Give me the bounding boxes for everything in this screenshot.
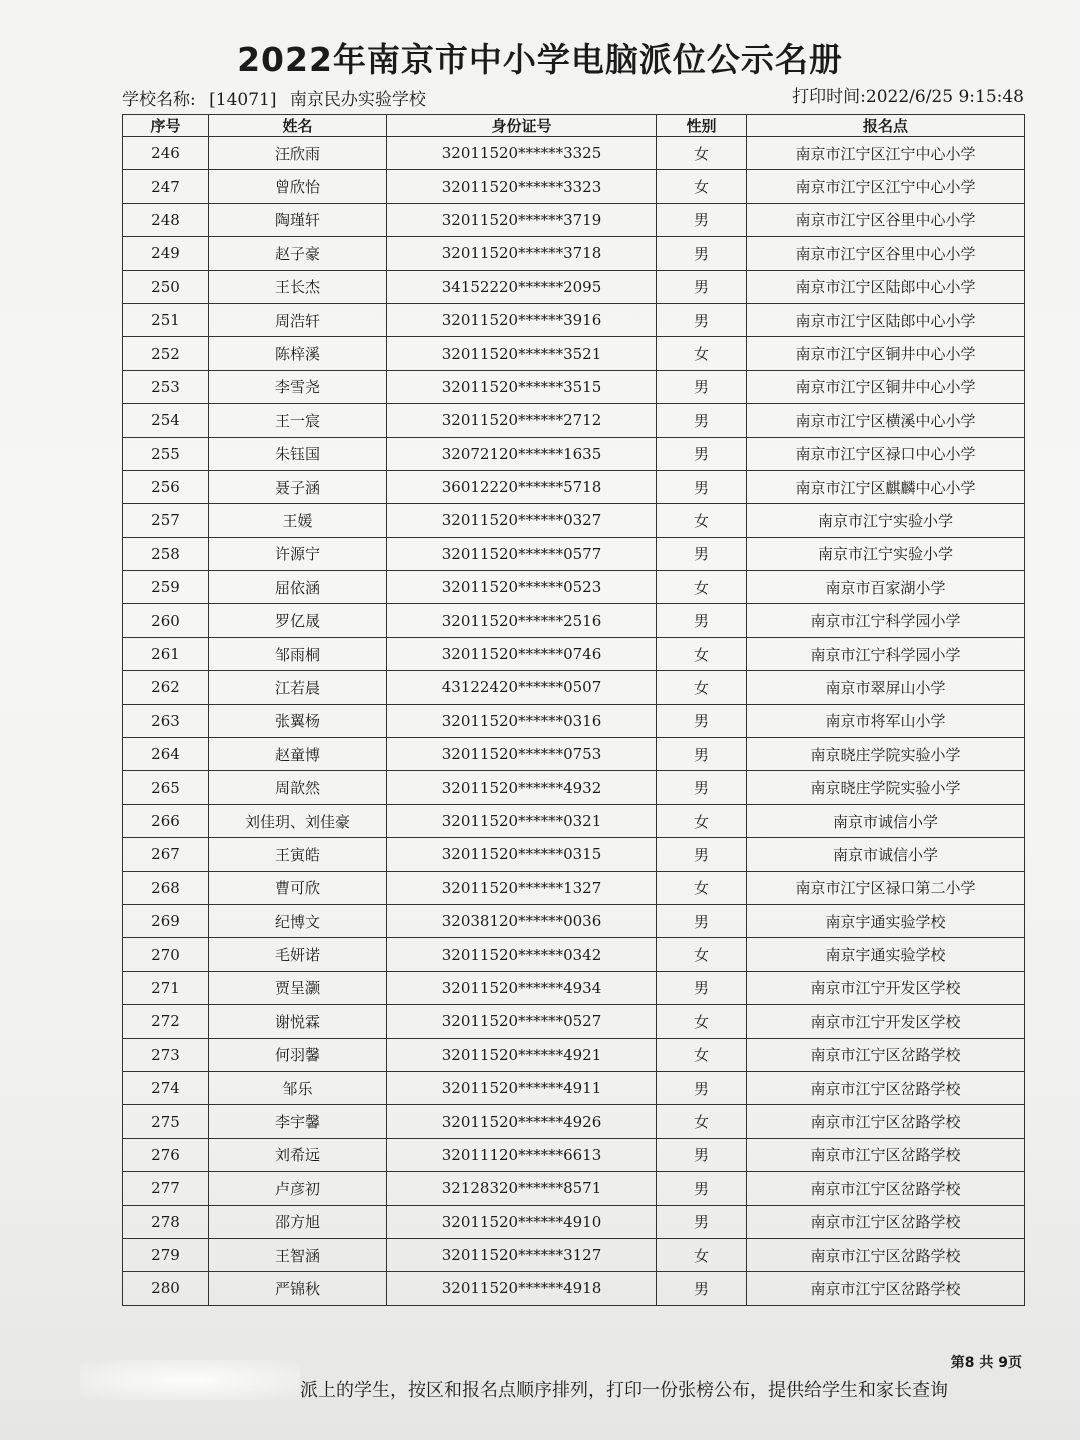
table-row bbox=[123, 237, 1025, 270]
cell-id: 32011520******0523 bbox=[387, 571, 657, 604]
cell-site: 南京市江宁区岔路学校 bbox=[747, 1105, 1025, 1138]
cell-index: 262 bbox=[123, 671, 209, 704]
cell-id: 32011520******3515 bbox=[387, 370, 657, 403]
header-id: 身份证号 bbox=[387, 115, 657, 137]
table-row bbox=[123, 771, 1025, 804]
cell-gender: 男 bbox=[657, 771, 747, 804]
cell-name: 邹雨桐 bbox=[209, 637, 387, 670]
cell-index: 268 bbox=[123, 871, 209, 904]
cell-index: 251 bbox=[123, 303, 209, 336]
cell-gender: 女 bbox=[657, 1105, 747, 1138]
table-row bbox=[123, 971, 1025, 1004]
cell-id: 32011520******3325 bbox=[387, 137, 657, 170]
table-row bbox=[123, 1005, 1025, 1038]
roster-table bbox=[122, 114, 1025, 1306]
cell-site: 南京市江宁开发区学校 bbox=[747, 1005, 1025, 1038]
cell-site: 南京市江宁区横溪中心小学 bbox=[747, 404, 1025, 437]
cell-index: 271 bbox=[123, 971, 209, 1004]
cell-id: 32011520******4921 bbox=[387, 1038, 657, 1071]
cell-gender: 男 bbox=[657, 1205, 747, 1238]
table-body bbox=[123, 137, 1025, 1306]
cell-name: 曹可欣 bbox=[209, 871, 387, 904]
cell-site: 南京市江宁区岔路学校 bbox=[747, 1038, 1025, 1071]
cell-name: 何羽馨 bbox=[209, 1038, 387, 1071]
cell-index: 252 bbox=[123, 337, 209, 370]
cell-name: 赵子豪 bbox=[209, 237, 387, 270]
cell-gender: 女 bbox=[657, 337, 747, 370]
cell-name: 赵童博 bbox=[209, 738, 387, 771]
cell-name: 严锦秋 bbox=[209, 1272, 387, 1305]
school-info bbox=[122, 85, 434, 110]
cell-index: 267 bbox=[123, 838, 209, 871]
cell-gender: 男 bbox=[657, 1138, 747, 1171]
cell-site: 南京市江宁区岔路学校 bbox=[747, 1205, 1025, 1238]
header-index: 序号 bbox=[123, 115, 209, 137]
cell-gender: 男 bbox=[657, 203, 747, 236]
cell-index: 269 bbox=[123, 904, 209, 937]
blurred-area bbox=[80, 1360, 300, 1400]
cell-name: 刘希远 bbox=[209, 1138, 387, 1171]
cell-site: 南京宇通实验学校 bbox=[747, 938, 1025, 971]
table-row bbox=[123, 170, 1025, 203]
cell-index: 280 bbox=[123, 1272, 209, 1305]
cell-site: 南京市江宁区铜井中心小学 bbox=[747, 337, 1025, 370]
cell-name: 谢悦霖 bbox=[209, 1005, 387, 1038]
cell-site: 南京市江宁区陆郎中心小学 bbox=[747, 270, 1025, 303]
cell-index: 246 bbox=[123, 137, 209, 170]
cell-site: 南京市百家湖小学 bbox=[747, 571, 1025, 604]
cell-index: 278 bbox=[123, 1205, 209, 1238]
cell-index: 255 bbox=[123, 437, 209, 470]
cell-site: 南京市江宁区谷里中心小学 bbox=[747, 203, 1025, 236]
cell-name: 贾呈灏 bbox=[209, 971, 387, 1004]
table-row bbox=[123, 437, 1025, 470]
cell-site: 南京晓庄学院实验小学 bbox=[747, 738, 1025, 771]
cell-gender: 男 bbox=[657, 1071, 747, 1104]
cell-site: 南京宇通实验学校 bbox=[747, 904, 1025, 937]
cell-gender: 男 bbox=[657, 370, 747, 403]
school-label: 学校名称: bbox=[122, 90, 196, 110]
cell-name: 聂子涵 bbox=[209, 470, 387, 503]
table-row bbox=[123, 537, 1025, 570]
cell-gender: 女 bbox=[657, 1038, 747, 1071]
cell-id: 32011520******3916 bbox=[387, 303, 657, 336]
cell-index: 264 bbox=[123, 738, 209, 771]
cell-index: 270 bbox=[123, 938, 209, 971]
cell-name: 罗亿晟 bbox=[209, 604, 387, 637]
cell-name: 王媛 bbox=[209, 504, 387, 537]
cell-site: 南京市江宁科学园小学 bbox=[747, 637, 1025, 670]
cell-gender: 男 bbox=[657, 971, 747, 1004]
table-row bbox=[123, 704, 1025, 737]
cell-gender: 男 bbox=[657, 704, 747, 737]
cell-index: 263 bbox=[123, 704, 209, 737]
cell-gender: 男 bbox=[657, 237, 747, 270]
cell-gender: 女 bbox=[657, 571, 747, 604]
cell-id: 32038120******0036 bbox=[387, 904, 657, 937]
print-time: 打印时间:2022/6/25 9:15:48 bbox=[792, 87, 1024, 107]
table-row bbox=[123, 470, 1025, 503]
cell-id: 32011520******3323 bbox=[387, 170, 657, 203]
table-row bbox=[123, 370, 1025, 403]
cell-id: 32011520******2516 bbox=[387, 604, 657, 637]
cell-gender: 男 bbox=[657, 1272, 747, 1305]
cell-id: 36012220******5718 bbox=[387, 470, 657, 503]
cell-id: 32011520******0746 bbox=[387, 637, 657, 670]
cell-site: 南京市江宁区江宁中心小学 bbox=[747, 170, 1025, 203]
cell-id: 32011520******0753 bbox=[387, 738, 657, 771]
cell-gender: 女 bbox=[657, 671, 747, 704]
footnote: 派上的学生，按区和报名点顺序排列，打印一份张榜公布，提供给学生和家长查询 bbox=[300, 1380, 948, 1401]
cell-index: 253 bbox=[123, 370, 209, 403]
cell-name: 陶瑾轩 bbox=[209, 203, 387, 236]
table-row bbox=[123, 504, 1025, 537]
cell-name: 周浩轩 bbox=[209, 303, 387, 336]
table-row bbox=[123, 1071, 1025, 1104]
cell-site: 南京市江宁实验小学 bbox=[747, 537, 1025, 570]
cell-name: 曾欣怡 bbox=[209, 170, 387, 203]
cell-site: 南京市江宁区岔路学校 bbox=[747, 1172, 1025, 1205]
cell-index: 248 bbox=[123, 203, 209, 236]
cell-index: 254 bbox=[123, 404, 209, 437]
table-row bbox=[123, 604, 1025, 637]
table-row bbox=[123, 804, 1025, 837]
cell-name: 陈梓溪 bbox=[209, 337, 387, 370]
cell-gender: 女 bbox=[657, 804, 747, 837]
cell-site: 南京市江宁区禄口中心小学 bbox=[747, 437, 1025, 470]
cell-id: 32128320******8571 bbox=[387, 1172, 657, 1205]
cell-name: 卢彦初 bbox=[209, 1172, 387, 1205]
table-row bbox=[123, 1238, 1025, 1271]
cell-index: 261 bbox=[123, 637, 209, 670]
cell-gender: 女 bbox=[657, 137, 747, 170]
cell-name: 王一宸 bbox=[209, 404, 387, 437]
cell-name: 江若晨 bbox=[209, 671, 387, 704]
cell-index: 257 bbox=[123, 504, 209, 537]
cell-id: 34152220******2095 bbox=[387, 270, 657, 303]
cell-gender: 男 bbox=[657, 470, 747, 503]
school-name: 南京民办实验学校 bbox=[289, 90, 426, 110]
table-row bbox=[123, 1272, 1025, 1305]
header-site: 报名点 bbox=[747, 115, 1025, 137]
cell-gender: 男 bbox=[657, 404, 747, 437]
cell-id: 32011520******3521 bbox=[387, 337, 657, 370]
cell-gender: 女 bbox=[657, 1005, 747, 1038]
cell-site: 南京市江宁区岔路学校 bbox=[747, 1238, 1025, 1271]
cell-index: 266 bbox=[123, 804, 209, 837]
cell-name: 周歆然 bbox=[209, 771, 387, 804]
table-row bbox=[123, 1205, 1025, 1238]
cell-name: 纪博文 bbox=[209, 904, 387, 937]
cell-name: 刘佳玥、刘佳豪 bbox=[209, 804, 387, 837]
cell-index: 277 bbox=[123, 1172, 209, 1205]
cell-gender: 男 bbox=[657, 838, 747, 871]
table-row bbox=[123, 871, 1025, 904]
cell-id: 32011520******0577 bbox=[387, 537, 657, 570]
cell-name: 张翼杨 bbox=[209, 704, 387, 737]
cell-id: 43122420******0507 bbox=[387, 671, 657, 704]
cell-name: 王寅皓 bbox=[209, 838, 387, 871]
cell-index: 274 bbox=[123, 1071, 209, 1104]
cell-gender: 男 bbox=[657, 904, 747, 937]
cell-site: 南京市江宁区谷里中心小学 bbox=[747, 237, 1025, 270]
cell-index: 276 bbox=[123, 1138, 209, 1171]
cell-id: 32011520******4910 bbox=[387, 1205, 657, 1238]
table-row bbox=[123, 904, 1025, 937]
table-row bbox=[123, 1038, 1025, 1071]
cell-id: 32011520******3719 bbox=[387, 203, 657, 236]
table-row bbox=[123, 1172, 1025, 1205]
cell-id: 32011520******4932 bbox=[387, 771, 657, 804]
cell-name: 邵方旭 bbox=[209, 1205, 387, 1238]
cell-id: 32011520******0342 bbox=[387, 938, 657, 971]
cell-id: 32011520******4911 bbox=[387, 1071, 657, 1104]
header-gender: 性别 bbox=[657, 115, 747, 137]
cell-index: 259 bbox=[123, 571, 209, 604]
cell-index: 260 bbox=[123, 604, 209, 637]
table-header-row bbox=[123, 115, 1025, 137]
cell-name: 朱钰国 bbox=[209, 437, 387, 470]
cell-name: 王长杰 bbox=[209, 270, 387, 303]
cell-name: 王智涵 bbox=[209, 1238, 387, 1271]
page-indicator: 第8 共 9页 bbox=[950, 1355, 1022, 1371]
cell-site: 南京市江宁区岔路学校 bbox=[747, 1272, 1025, 1305]
cell-site: 南京市诚信小学 bbox=[747, 838, 1025, 871]
document-title: 2022年南京市中小学电脑派位公示名册 bbox=[237, 40, 843, 79]
cell-id: 32011520******3718 bbox=[387, 237, 657, 270]
cell-site: 南京市江宁区禄口第二小学 bbox=[747, 871, 1025, 904]
table-row bbox=[123, 1105, 1025, 1138]
cell-site: 南京市江宁区岔路学校 bbox=[747, 1071, 1025, 1104]
cell-id: 32011520******4934 bbox=[387, 971, 657, 1004]
cell-id: 32011520******3127 bbox=[387, 1238, 657, 1271]
cell-site: 南京市江宁区陆郎中心小学 bbox=[747, 303, 1025, 336]
cell-gender: 男 bbox=[657, 270, 747, 303]
cell-site: 南京市江宁区江宁中心小学 bbox=[747, 137, 1025, 170]
table-row bbox=[123, 404, 1025, 437]
cell-id: 32072120******1635 bbox=[387, 437, 657, 470]
cell-gender: 男 bbox=[657, 738, 747, 771]
cell-id: 32011520******0327 bbox=[387, 504, 657, 537]
cell-site: 南京市翠屏山小学 bbox=[747, 671, 1025, 704]
table-row bbox=[123, 571, 1025, 604]
cell-site: 南京市江宁开发区学校 bbox=[747, 971, 1025, 1004]
cell-gender: 女 bbox=[657, 1238, 747, 1271]
cell-gender: 男 bbox=[657, 303, 747, 336]
cell-name: 李雪尧 bbox=[209, 370, 387, 403]
cell-site: 南京市江宁区铜井中心小学 bbox=[747, 370, 1025, 403]
cell-index: 265 bbox=[123, 771, 209, 804]
cell-gender: 女 bbox=[657, 938, 747, 971]
table-row bbox=[123, 137, 1025, 170]
cell-index: 250 bbox=[123, 270, 209, 303]
cell-site: 南京晓庄学院实验小学 bbox=[747, 771, 1025, 804]
cell-name: 屈依涵 bbox=[209, 571, 387, 604]
table-row bbox=[123, 838, 1025, 871]
cell-id: 32011520******0315 bbox=[387, 838, 657, 871]
cell-index: 256 bbox=[123, 470, 209, 503]
table-row bbox=[123, 671, 1025, 704]
cell-gender: 女 bbox=[657, 170, 747, 203]
cell-name: 毛妍诺 bbox=[209, 938, 387, 971]
cell-gender: 女 bbox=[657, 504, 747, 537]
cell-gender: 男 bbox=[657, 537, 747, 570]
cell-name: 邹乐 bbox=[209, 1071, 387, 1104]
cell-site: 南京市江宁实验小学 bbox=[747, 504, 1025, 537]
table-row bbox=[123, 337, 1025, 370]
cell-site: 南京市江宁区麒麟中心小学 bbox=[747, 470, 1025, 503]
school-code: [14071] bbox=[209, 90, 277, 110]
table-row bbox=[123, 270, 1025, 303]
cell-id: 32011520******0527 bbox=[387, 1005, 657, 1038]
cell-gender: 男 bbox=[657, 437, 747, 470]
cell-id: 32011520******4926 bbox=[387, 1105, 657, 1138]
cell-index: 275 bbox=[123, 1105, 209, 1138]
table-row bbox=[123, 303, 1025, 336]
cell-id: 32011520******2712 bbox=[387, 404, 657, 437]
cell-index: 247 bbox=[123, 170, 209, 203]
cell-index: 249 bbox=[123, 237, 209, 270]
table-row bbox=[123, 738, 1025, 771]
cell-site: 南京市江宁区岔路学校 bbox=[747, 1138, 1025, 1171]
table-row bbox=[123, 637, 1025, 670]
cell-id: 32011520******0316 bbox=[387, 704, 657, 737]
cell-site: 南京市江宁科学园小学 bbox=[747, 604, 1025, 637]
cell-index: 272 bbox=[123, 1005, 209, 1038]
cell-index: 273 bbox=[123, 1038, 209, 1071]
cell-id: 32011120******6613 bbox=[387, 1138, 657, 1171]
header-name: 姓名 bbox=[209, 115, 387, 137]
cell-name: 李宇馨 bbox=[209, 1105, 387, 1138]
table-row bbox=[123, 938, 1025, 971]
cell-gender: 男 bbox=[657, 1172, 747, 1205]
cell-index: 258 bbox=[123, 537, 209, 570]
cell-index: 279 bbox=[123, 1238, 209, 1271]
cell-gender: 女 bbox=[657, 871, 747, 904]
cell-id: 32011520******1327 bbox=[387, 871, 657, 904]
table-row bbox=[123, 203, 1025, 236]
cell-site: 南京市将军山小学 bbox=[747, 704, 1025, 737]
cell-id: 32011520******0321 bbox=[387, 804, 657, 837]
cell-gender: 男 bbox=[657, 604, 747, 637]
cell-id: 32011520******4918 bbox=[387, 1272, 657, 1305]
cell-name: 汪欣雨 bbox=[209, 137, 387, 170]
cell-site: 南京市诚信小学 bbox=[747, 804, 1025, 837]
cell-gender: 女 bbox=[657, 637, 747, 670]
cell-name: 许源宁 bbox=[209, 537, 387, 570]
table-row bbox=[123, 1138, 1025, 1171]
